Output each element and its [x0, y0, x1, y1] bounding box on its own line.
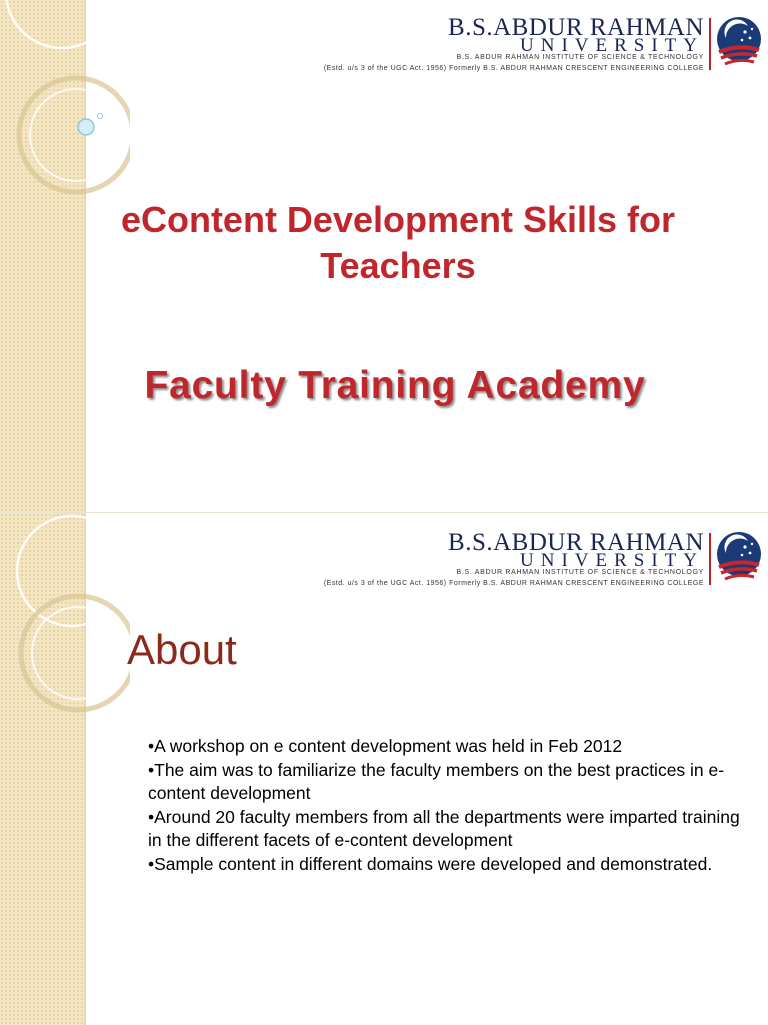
logo-institute: B.S. ABDUR RAHMAN INSTITUTE OF SCIENCE & TECHNOLOGY	[456, 569, 704, 576]
logo-university: UNIVERSITY	[520, 550, 704, 571]
university-logo	[298, 10, 768, 74]
slide-about	[0, 512, 768, 1025]
about-heading: About	[127, 626, 237, 673]
about-bullet-list	[148, 735, 748, 876]
university-emblem-icon	[714, 529, 764, 585]
logo-established: (Estd. u/s 3 of the UGC Act. 1956) Formerly B.S. ABDUR RAHMAN CRESCENT ENGINEERING COLLEGE	[323, 580, 704, 587]
list-item: •The aim was to familiarize the faculty members on the best practices in e-content development	[148, 759, 725, 803]
presentation-subtitle: Faculty Training Academy	[144, 364, 646, 407]
list-item: •Around 20 faculty members from all the departments were imparted training in the different facets of e-content development	[148, 806, 740, 850]
list-item: •A workshop on e content development was held in Feb 2012	[148, 736, 623, 756]
title-line-1: eContent Development Skills for	[120, 199, 676, 240]
logo-university: UNIVERSITY	[520, 35, 704, 56]
presentation-title	[58, 197, 738, 289]
logo-name: B.S.ABDUR RAHMAN	[448, 14, 704, 41]
university-logo	[298, 525, 768, 589]
decorative-circles	[0, 513, 130, 1025]
university-emblem-icon	[714, 14, 764, 70]
decorative-side-band	[0, 513, 86, 1025]
logo-institute: B.S. ABDUR RAHMAN INSTITUTE OF SCIENCE & TECHNOLOGY	[456, 54, 704, 61]
logo-divider	[709, 533, 711, 585]
logo-divider	[709, 18, 711, 70]
list-item: •Sample content in different domains were developed and demonstrated.	[148, 853, 713, 874]
title-line-2: Teachers	[320, 245, 476, 286]
slide-title	[0, 0, 768, 512]
logo-name: B.S.ABDUR RAHMAN	[448, 529, 704, 556]
logo-established: (Estd. u/s 3 of the UGC Act. 1956) Formerly B.S. ABDUR RAHMAN CRESCENT ENGINEERING COLLEGE	[323, 65, 704, 72]
